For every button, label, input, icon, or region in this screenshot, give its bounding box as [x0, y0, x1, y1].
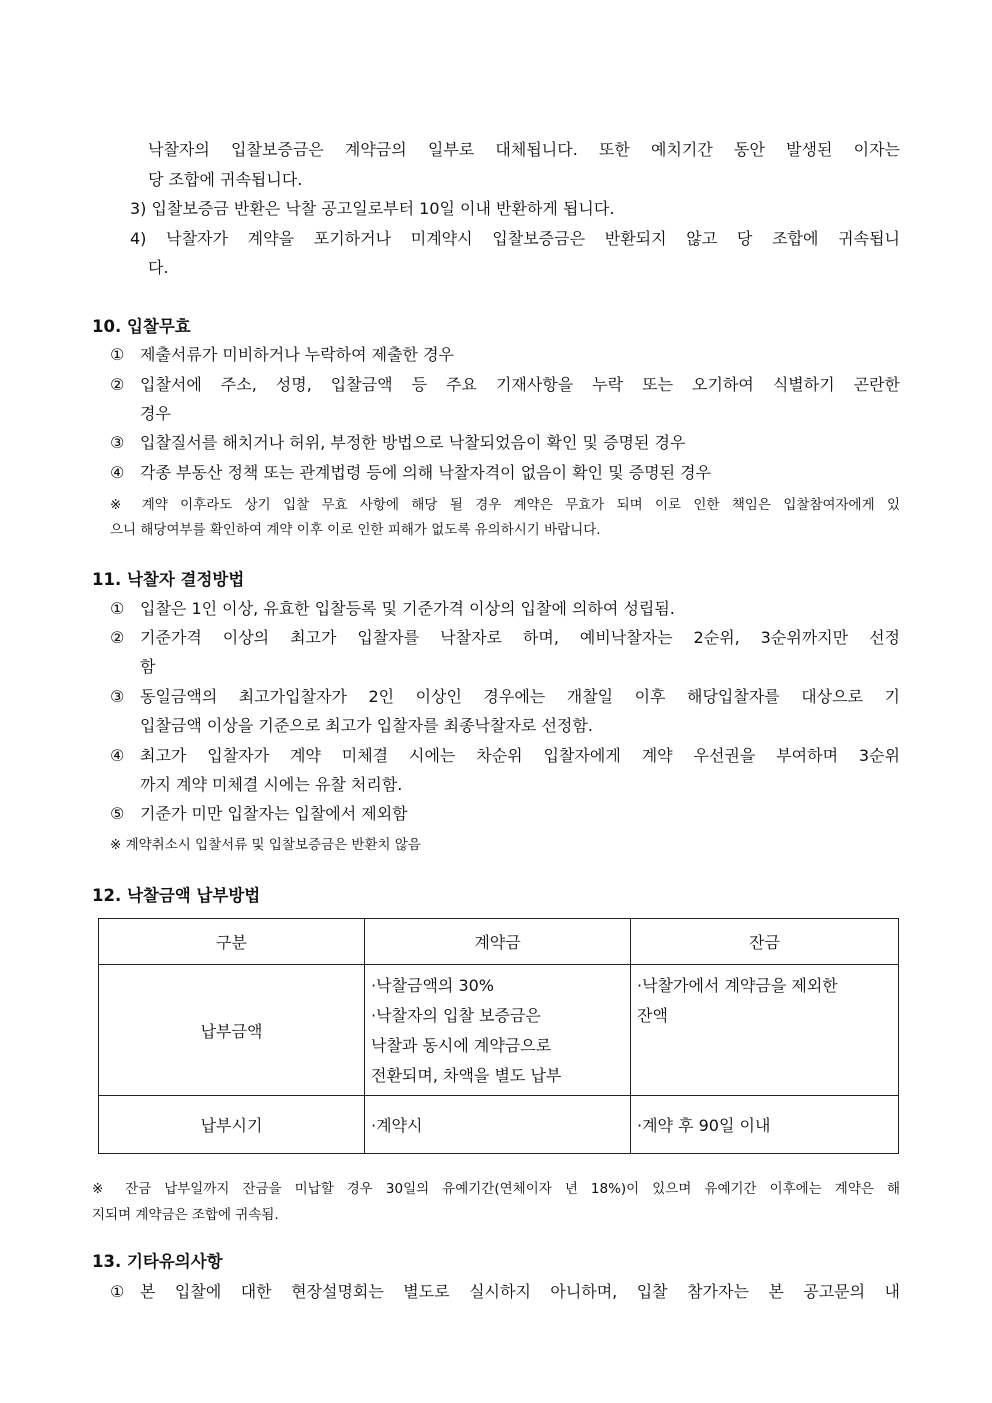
table-header-cell: 잔금	[631, 919, 899, 965]
list-number: ③	[110, 687, 125, 706]
list-text: 본 입찰에 대한 현장설명회는 별도로 실시하지 아니하며, 입찰 참가자는 본 공고문의 내	[140, 1282, 900, 1301]
table-header-cell: 계약금	[365, 919, 631, 965]
list-number: ③	[110, 433, 125, 452]
table-header-cell: 구분	[99, 919, 365, 965]
list-item	[110, 686, 900, 708]
section-heading: 11. 낙찰자 결정방법	[92, 570, 245, 589]
paragraph-line: 다.	[148, 258, 169, 277]
list-text: 제출서류가 미비하거나 누락하여 제출한 경우	[140, 345, 455, 364]
table-row	[99, 1096, 899, 1154]
list-number: ②	[110, 375, 125, 394]
list-item	[110, 462, 711, 484]
list-text: 동일금액의 최고가입찰자가 2인 이상인 경우에는 개찰일 이후 해당입찰자를 대상으로 기	[140, 687, 900, 706]
table-row	[99, 965, 899, 1096]
cell-text: ·낙찰가에서 계약금을 제외한	[637, 976, 838, 995]
list-item	[110, 803, 408, 825]
note-line: ※ 잔금 납부일까지 잔금을 미납할 경우 30일의 유예기간(연체이자 년 18%)이 있으며 유예기간 이후에는 계약은 해	[92, 1181, 900, 1197]
list-text: 각종 부동산 정책 또는 관계법령 등에 의해 낙찰자격이 없음이 확인 및 증명된 경우	[140, 463, 712, 482]
cell-text: 낙찰과 동시에 계약금으로	[371, 1036, 552, 1055]
list-text: 경우	[140, 404, 171, 423]
section-heading: 13. 기타유의사항	[92, 1252, 223, 1271]
table-cell	[365, 965, 631, 1096]
list-item	[110, 432, 685, 454]
section-heading: 10. 입찰무효	[92, 317, 191, 336]
note-line: 지되며 계약금은 조합에 귀속됨.	[92, 1207, 279, 1223]
list-number: ②	[110, 628, 125, 647]
list-text: 기준가 미만 입찰자는 입찰에서 제외함	[140, 804, 408, 823]
list-item: 4) 낙찰자가 계약을 포기하거나 미계약시 입찰보증금은 반환되지 않고 당 조합에 귀속됩니	[130, 229, 900, 248]
table-cell-label: 납부금액	[99, 965, 365, 1096]
list-item	[110, 1281, 900, 1303]
list-text: 까지 계약 미체결 시에는 유찰 처리함.	[140, 775, 403, 794]
payment-table	[98, 918, 899, 1154]
list-text: 입찰은 1인 이상, 유효한 입찰등록 및 기준가격 이상의 입찰에 의하여 성립됨.	[140, 599, 675, 618]
list-text: 입찰질서를 해치거나 허위, 부정한 방법으로 낙찰되었음이 확인 및 증명된 경우	[140, 433, 686, 452]
list-text: 최고가 입찰자가 계약 미체결 시에는 차순위 입찰자에게 계약 우선권을 부여하며 3순위	[140, 746, 900, 765]
list-number: ①	[110, 345, 125, 364]
list-text: 입찰서에 주소, 성명, 입찰금액 등 주요 기재사항을 누락 또는 오기하여 식별하기 곤란한	[140, 375, 900, 394]
table-header-row	[99, 919, 899, 965]
paragraph-line: 낙찰자의 입찰보증금은 계약금의 일부로 대체됩니다. 또한 예치기간 동안 발생된 이자는	[148, 140, 900, 159]
cell-text: ·낙찰자의 입찰 보증금은	[371, 1006, 541, 1025]
list-number: ⑤	[110, 804, 125, 823]
list-item	[110, 374, 900, 396]
table-cell: ·계약시	[365, 1096, 631, 1154]
table-cell	[631, 965, 899, 1096]
note-line: ※ 계약취소시 입찰서류 및 입찰보증금은 반환치 않음	[110, 837, 421, 853]
list-text: 함	[140, 657, 156, 676]
list-text: 입찰금액 이상을 기준으로 최고가 입찰자를 최종낙찰자로 선정함.	[140, 716, 593, 735]
list-text: 기준가격 이상의 최고가 입찰자를 낙찰자로 하며, 예비낙찰자는 2순위, 3순위까지만 선정	[140, 628, 900, 647]
list-number: ④	[110, 463, 125, 482]
list-item	[110, 745, 900, 767]
note-line: 으니 해당여부를 확인하여 계약 이후 이로 인한 피해가 없도록 유의하시기 바랍니다.	[110, 522, 601, 538]
list-number: ①	[110, 1282, 125, 1301]
table-cell-label: 납부시기	[99, 1096, 365, 1154]
list-number: ④	[110, 746, 125, 765]
list-number: ①	[110, 599, 125, 618]
note-line: ※ 계약 이후라도 상기 입찰 무효 사항에 해당 될 경우 계약은 무효가 되며 이로 인한 책임은 입찰참여자에게 있	[110, 497, 900, 513]
list-item: 3) 입찰보증금 반환은 낙찰 공고일로부터 10일 이내 반환하게 됩니다.	[130, 199, 615, 218]
list-item	[110, 344, 454, 366]
section-heading: 12. 낙찰금액 납부방법	[92, 886, 261, 905]
table-cell: ·계약 후 90일 이내	[631, 1096, 899, 1154]
paragraph-line: 당 조합에 귀속됩니다.	[148, 170, 303, 189]
cell-text: 전환되며, 차액을 별도 납부	[371, 1066, 562, 1085]
cell-text: ·낙찰금액의 30%	[371, 976, 495, 995]
list-item	[110, 598, 675, 620]
cell-text: 잔액	[637, 1006, 668, 1025]
list-item	[110, 627, 900, 649]
